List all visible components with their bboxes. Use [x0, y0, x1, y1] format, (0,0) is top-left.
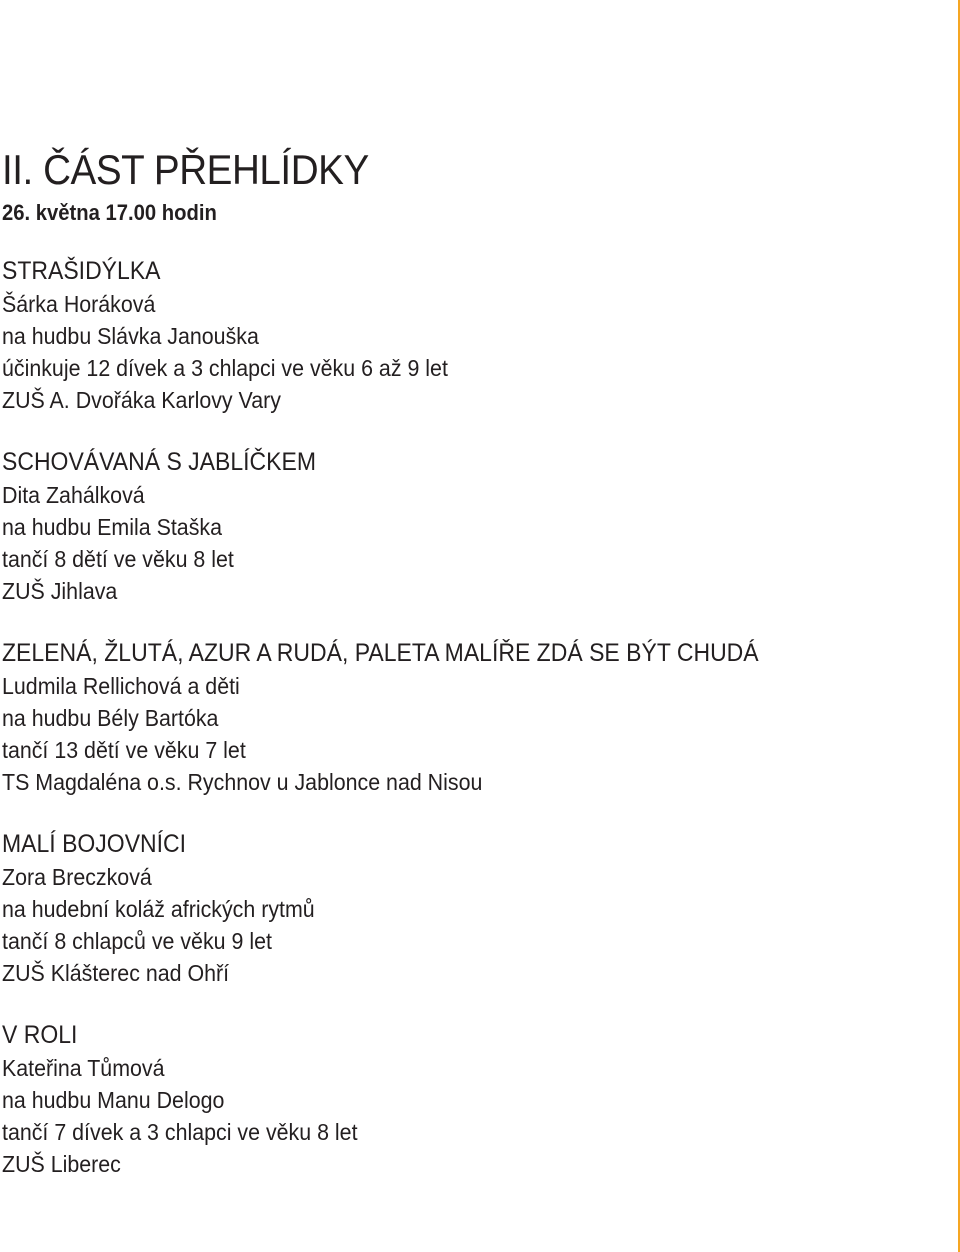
entry-author: Zora Breczková	[2, 864, 152, 890]
entry-school: TS Magdaléna o.s. Rychnov u Jablonce nad Nisou	[2, 769, 483, 795]
program-entry	[2, 1018, 942, 1180]
program-entry	[2, 445, 942, 607]
program-section	[2, 142, 942, 1209]
entry-music: na hudbu Slávka Janouška	[2, 323, 259, 349]
entry-title: SCHOVÁVANÁ S JABLÍČKEM	[2, 448, 316, 476]
page-subtitle: 26. května 17.00 hodin	[2, 200, 217, 225]
entry-author: Dita Zahálková	[2, 482, 145, 508]
entry-performers: účinkuje 12 dívek a 3 chlapci ve věku 6 až 9 let	[2, 355, 448, 381]
program-entry	[2, 636, 942, 798]
entry-author: Ludmila Rellichová a děti	[2, 673, 240, 699]
entry-music: na hudbu Bély Bartóka	[2, 705, 219, 731]
entry-performers: tančí 7 dívek a 3 chlapci ve věku 8 let	[2, 1119, 358, 1145]
entry-school: ZUŠ Klášterec nad Ohří	[2, 960, 230, 986]
entry-title: STRAŠIDÝLKA	[2, 257, 161, 285]
entry-title: MALÍ BOJOVNÍCI	[2, 830, 187, 858]
page-title: II. ČÁST PŘEHLÍDKY	[2, 146, 369, 193]
entry-title: V ROLI	[2, 1021, 78, 1049]
entry-school: ZUŠ Jihlava	[2, 578, 118, 604]
entry-performers: tančí 8 chlapců ve věku 9 let	[2, 928, 272, 954]
entry-school: ZUŠ A. Dvořáka Karlovy Vary	[2, 387, 281, 413]
entry-music: na hudbu Manu Delogo	[2, 1087, 225, 1113]
entry-performers: tančí 13 dětí ve věku 7 let	[2, 737, 246, 763]
program-entry	[2, 827, 942, 989]
program-entry	[2, 254, 942, 416]
entry-music: na hudební koláž afrických rytmů	[2, 896, 315, 922]
entry-author: Šárka Horáková	[2, 291, 156, 317]
entry-school: ZUŠ Liberec	[2, 1151, 121, 1177]
entry-performers: tančí 8 dětí ve věku 8 let	[2, 546, 234, 572]
entry-title: ZELENÁ, ŽLUTÁ, AZUR A RUDÁ, PALETA MALÍŘE ZDÁ SE BÝT CHUDÁ	[2, 639, 759, 667]
entry-music: na hudbu Emila Staška	[2, 514, 222, 540]
entry-author: Kateřina Tůmová	[2, 1055, 165, 1081]
